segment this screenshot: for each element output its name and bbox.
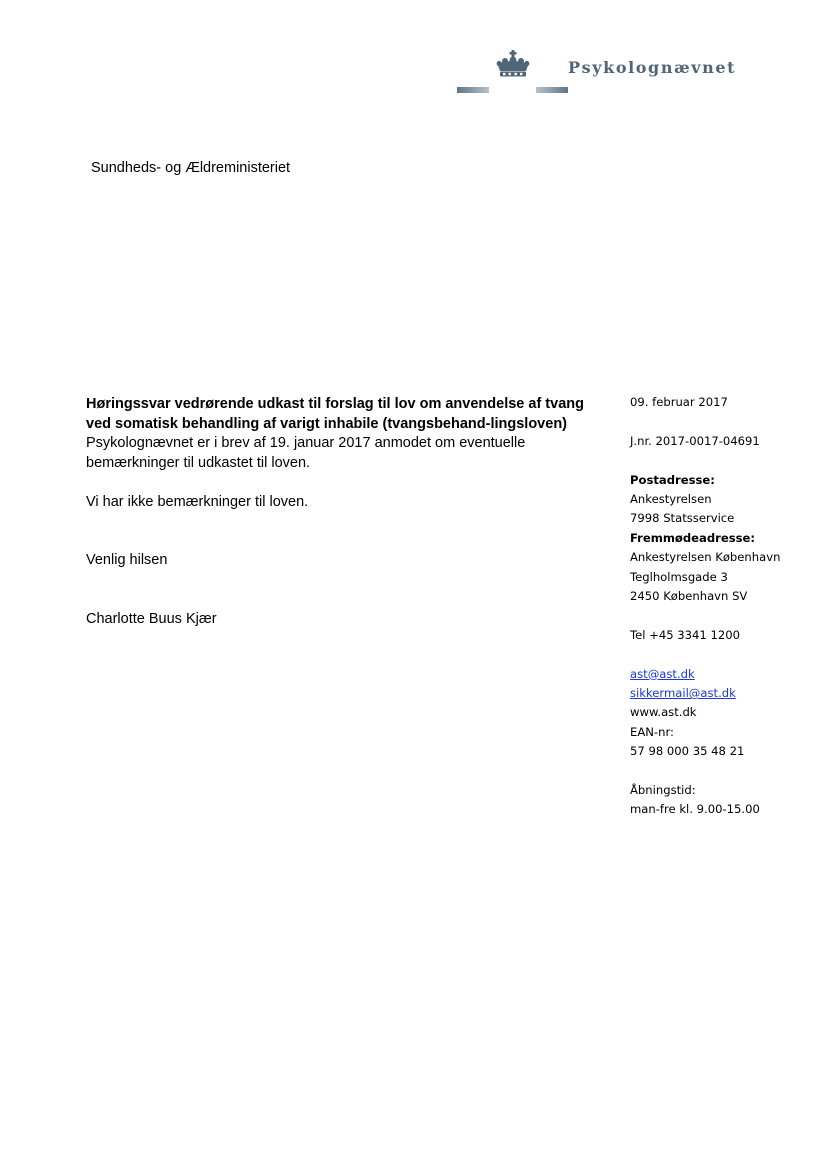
sender-info-column: [630, 393, 820, 820]
spacer: [630, 412, 820, 431]
ean-label: EAN-nr:: [630, 724, 674, 739]
logo-bar-left: [457, 87, 489, 93]
letter-subject: Høringssvar vedrørende udkast til forslag til lov om anvendelse af tvang ved somatisk behandling af varigt inhabile (tvangsbehand-lingsloven): [86, 396, 584, 432]
postal-address-line: Ankestyrelsen: [630, 492, 712, 506]
visit-address-line: Ankestyrelsen København: [630, 550, 781, 565]
journal-number: J.nr. 2017-0017-04691: [630, 433, 760, 448]
ean-value: 57 98 000 35 48 21: [630, 744, 745, 759]
letter-signature: Charlotte Buus Kjær: [86, 610, 217, 627]
letter-closing: Venlig hilsen: [86, 552, 168, 568]
recipient: Sundheds- og Ældreministeriet: [91, 160, 291, 176]
postal-address-line: 7998 Statsservice: [630, 511, 735, 526]
spacer: [630, 451, 820, 470]
logo-bar-right: [536, 87, 568, 93]
spacer: [630, 606, 820, 625]
visit-address-label: Fremmødeadresse:: [630, 530, 756, 545]
visit-address-line: 2450 København SV: [630, 589, 748, 604]
phone-number: Tel +45 3341 1200: [630, 627, 740, 642]
visit-address-line: Teglholmsgade 3: [630, 569, 728, 584]
email-link[interactable]: ast@ast.dk: [630, 666, 695, 681]
crown-icon: [496, 50, 530, 78]
spacer: [630, 762, 820, 781]
letter-paragraph-2: Vi har ikke bemærkninger til loven.: [86, 493, 309, 510]
secure-email-link[interactable]: sikkermail@ast.dk: [630, 686, 736, 701]
website-text: www.ast.dk: [630, 705, 697, 720]
organization-name: Psykolognævnet: [568, 58, 737, 77]
letter-date: 09. februar 2017: [630, 395, 728, 409]
opening-hours-label: Åbningstid:: [630, 783, 696, 798]
postal-address-label: Postadresse:: [630, 472, 715, 487]
opening-hours-value: man-fre kl. 9.00-15.00: [630, 802, 760, 817]
letter-paragraph-1: Psykolognævnet er i brev af 19. januar 2017 anmodet om eventuelle bemærkninger til udkastet til loven.: [86, 435, 526, 471]
letter-body: [86, 395, 606, 629]
spacer: [630, 645, 820, 664]
